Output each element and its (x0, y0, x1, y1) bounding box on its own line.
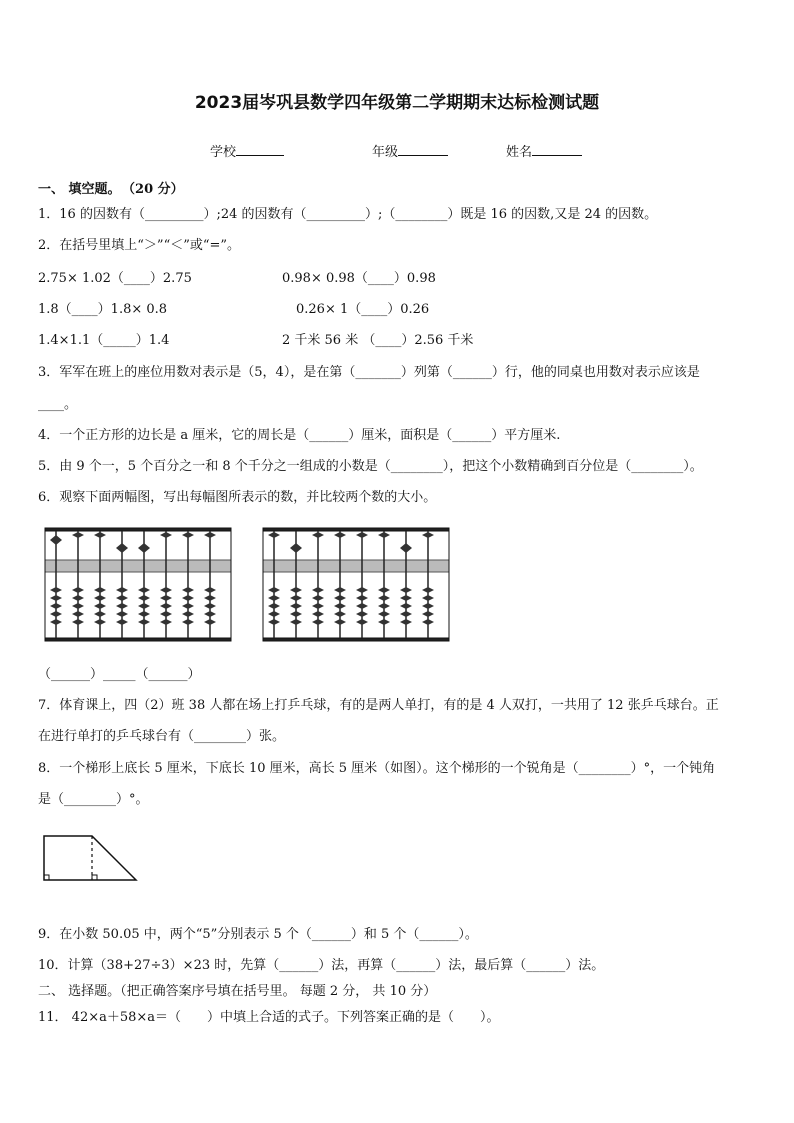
q2-item-2: 0.98× 0.98（____）0.98 (282, 271, 436, 286)
question-1: 1．16 的因数有（_________）;24 的因数有（_________）;（________）既是 16 的因数,又是 24 的因数。 (38, 207, 658, 222)
question-11: 11． 42×a＋58×a＝（ ）中填上合适的式子。下列答案正确的是（ ）。 (38, 1010, 500, 1025)
section-2-heading: 二、 选择题。（把正确答案序号填在括号里。 每题 2 分， 共 10 分） (38, 984, 437, 999)
section-1-label: 一、 填空题。 (38, 182, 121, 197)
q2-item-1: 2.75× 1.02（____）2.75 (38, 271, 192, 286)
page-title: 2023届岑巩县数学四年级第二学期期末达标检测试题 (194, 93, 600, 113)
section-1-points: （20 分） (128, 182, 184, 197)
question-3-line-1: 3．军军在班上的座位用数对表示是（5，4），是在第（_______）列第（______）行，他的同桌也用数对表示应该是 (38, 365, 700, 380)
grade-blank[interactable] (398, 141, 448, 156)
name-label: 姓名 (506, 145, 533, 160)
trapezoid-shape (44, 836, 136, 880)
question-3-line-2: ____。 (38, 397, 78, 412)
question-2: 2．在括号里填上“＞”“＜”或“=”。 (38, 238, 241, 253)
question-9: 9．在小数 50.05 中，两个“5”分别表示 5 个（______）和 5 个（______）。 (38, 927, 478, 942)
school-field[interactable] (210, 141, 284, 160)
question-6: 6．观察下面两幅图，写出每幅图所表示的数，并比较两个数的大小。 (38, 490, 437, 505)
name-field[interactable] (506, 141, 582, 160)
question-7-line-1: 7．体育课上，四（2）班 38 人都在场上打乒乓球，有的是两人单打，有的是 4 人双打，一共用了 12 张乒乓球台。正 (38, 698, 719, 713)
abacus-left-figure (44, 526, 234, 644)
trapezoid-figure (40, 832, 140, 884)
question-4: 4．一个正方形的边长是 a 厘米，它的周长是（______）厘米，面积是（______）平方厘米. (38, 428, 561, 443)
school-label: 学校 (210, 145, 237, 160)
question-8-line-1: 8．一个梯形上底长 5 厘米，下底长 10 厘米，高长 5 厘米（如图）。这个梯形的一个锐角是（________）°，一个钝角 (38, 761, 716, 776)
grade-field[interactable] (372, 141, 448, 160)
abacus-right-figure (262, 526, 452, 644)
question-10: 10．计算（38+27÷3）×23 时，先算（______）法，再算（______）法，最后算（______）法。 (38, 958, 605, 973)
name-blank[interactable] (532, 141, 582, 156)
grade-label: 年级 (372, 145, 399, 160)
question-5: 5．由 9 个一，5 个百分之一和 8 个千分之一组成的小数是（________），把这个小数精确到百分位是（________）。 (38, 459, 703, 474)
q2-item-3: 1.8（____）1.8× 0.8 (38, 302, 168, 317)
q2-item-5: 1.4×1.1（_____）1.4 (38, 333, 170, 348)
section-1-heading (38, 181, 184, 199)
school-blank[interactable] (236, 141, 284, 156)
question-7-line-2: 在进行单打的乒乓球台有（________）张。 (38, 729, 286, 744)
q2-item-4: 0.26× 1（____）0.26 (296, 302, 430, 317)
question-8-line-2: 是（________）°。 (38, 792, 149, 807)
q2-item-6: 2 千米 56 米 （____）2.56 千米 (282, 333, 474, 348)
question-6-answer-blanks[interactable]: （______）_____（______） (38, 667, 201, 682)
